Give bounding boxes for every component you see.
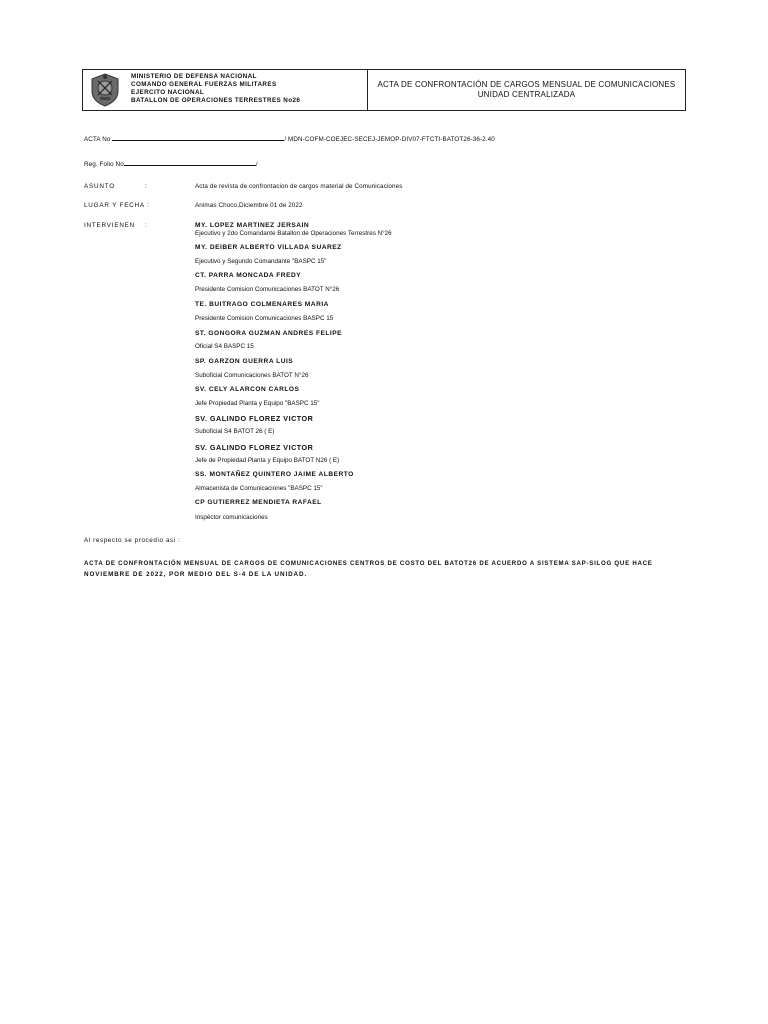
participant-role: Presidente Comision Comunicaciones BATOT N°26 bbox=[195, 286, 340, 293]
participant-name: TE. BUITRAGO COLMENARES MARIA bbox=[195, 301, 329, 308]
procedure-line: ACTA DE CONFRONTACIÓN MENSUAL DE CARGOS DE COMUNICACIONES CENTROS DE COSTO DEL BATOT26 DE ACUERDO A SISTEMA SAP-SILOG QUE HACE bbox=[84, 560, 653, 567]
intervienen-label: INTERVIENEN bbox=[84, 222, 136, 229]
institution-line: COMANDO GENERAL FUERZAS MILITARES bbox=[131, 81, 277, 88]
folio-label: Reg. Folio No bbox=[84, 161, 124, 168]
institution-line: BATALLON DE OPERACIONES TERRESTRES No26 bbox=[131, 97, 301, 104]
participant-name: SS. MONTAÑEZ QUINTERO JAIME ALBERTO bbox=[195, 471, 354, 478]
acta-blank-line bbox=[112, 134, 284, 141]
participant-role: Almacenista de Comunicaciones "BASPC 15" bbox=[195, 485, 323, 492]
document-title: ACTA DE CONFRONTACIÓN DE CARGOS MENSUAL DE COMUNICACIONES bbox=[377, 80, 676, 89]
participant-role: Suboficial S4 BATOT 26 ( E) bbox=[195, 428, 275, 435]
army-seal-icon bbox=[89, 73, 121, 107]
participant-name: ST. GONGORA GUZMAN ANDRES FELIPE bbox=[195, 330, 343, 337]
asunto-colon: : bbox=[145, 183, 147, 190]
participant-role: Ejecutivo y 2do Comandante Batallon de Operaciones Terrestres N°26 bbox=[195, 230, 392, 237]
folio-blank-line bbox=[124, 159, 256, 166]
intervienen-colon: : bbox=[145, 222, 147, 229]
institution-block bbox=[131, 73, 300, 105]
lugar-label: LUGAR Y FECHA : bbox=[84, 202, 150, 209]
document-subtitle: UNIDAD CENTRALIZADA bbox=[477, 90, 576, 99]
acta-code: / MDN-COFM-COEJEC-SECEJ-JEMOP-DIV07-FTCTI-BATOT26-36-2.40 bbox=[284, 136, 495, 143]
header-institution-cell bbox=[83, 70, 368, 110]
document-header bbox=[82, 69, 686, 111]
procedure-intro: Al respecto se procedio asi : bbox=[84, 537, 181, 544]
asunto-label: ASUNTO bbox=[84, 183, 115, 190]
folio-suffix: / bbox=[255, 161, 258, 168]
participant-role: Ejecutivo y Segundo Comandante "BASPC 15" bbox=[195, 258, 327, 265]
acta-label: ACTA No bbox=[84, 136, 111, 143]
participant-name: SP. GARZON GUERRA LUIS bbox=[195, 358, 294, 365]
participant-role: Suboficial Comunicaciones BATOT N°26 bbox=[195, 372, 309, 379]
participant-name: MY. DEIBER ALBERTO VILLADA SUAREZ bbox=[195, 244, 342, 251]
lugar-value: Animas Choco,Diciembre 01 de 2022 bbox=[195, 202, 303, 209]
institution-line: EJERCITO NACIONAL bbox=[131, 89, 205, 96]
participant-name: SV. GALINDO FLOREZ VICTOR bbox=[195, 443, 314, 452]
folio-row bbox=[84, 159, 258, 168]
participant-name: SV. CELY ALARCON CARLOS bbox=[195, 386, 300, 393]
participant-role: Inspéctor comunicaciones bbox=[195, 514, 268, 521]
institution-line: MINISTERIO DE DEFENSA NACIONAL bbox=[131, 73, 257, 80]
participant-role: Oficial S4 BASPC 15 bbox=[195, 343, 254, 350]
participant-role: Presidente Comision Comunicaciones BASPC 15 bbox=[195, 315, 334, 322]
procedure-line: NOVIEMBRE DE 2022, POR MEDIO DEL S-4 DE LA UNIDAD. bbox=[84, 571, 308, 578]
participant-name: CP GUTIERREZ MENDIETA RAFAEL bbox=[195, 499, 322, 506]
participant-role: Jefe Propiedad Planta y Equipo "BASPC 15" bbox=[195, 400, 320, 407]
asunto-value: Acta de revista de confrontacion de cargos material de Comunicaciones bbox=[195, 183, 403, 190]
participant-role: Jefe de Propiedad Planta y Equipo BATOT N26 ( E) bbox=[195, 457, 340, 464]
participant-name: SV. GALINDO FLOREZ VICTOR bbox=[195, 414, 314, 423]
acta-number-row bbox=[84, 134, 495, 143]
participant-name: CT. PARRA MONCADA FREDY bbox=[195, 272, 302, 279]
header-title-cell bbox=[368, 70, 685, 110]
participant-name: MY. LOPEZ MARTINEZ JERSAIN bbox=[195, 222, 310, 229]
